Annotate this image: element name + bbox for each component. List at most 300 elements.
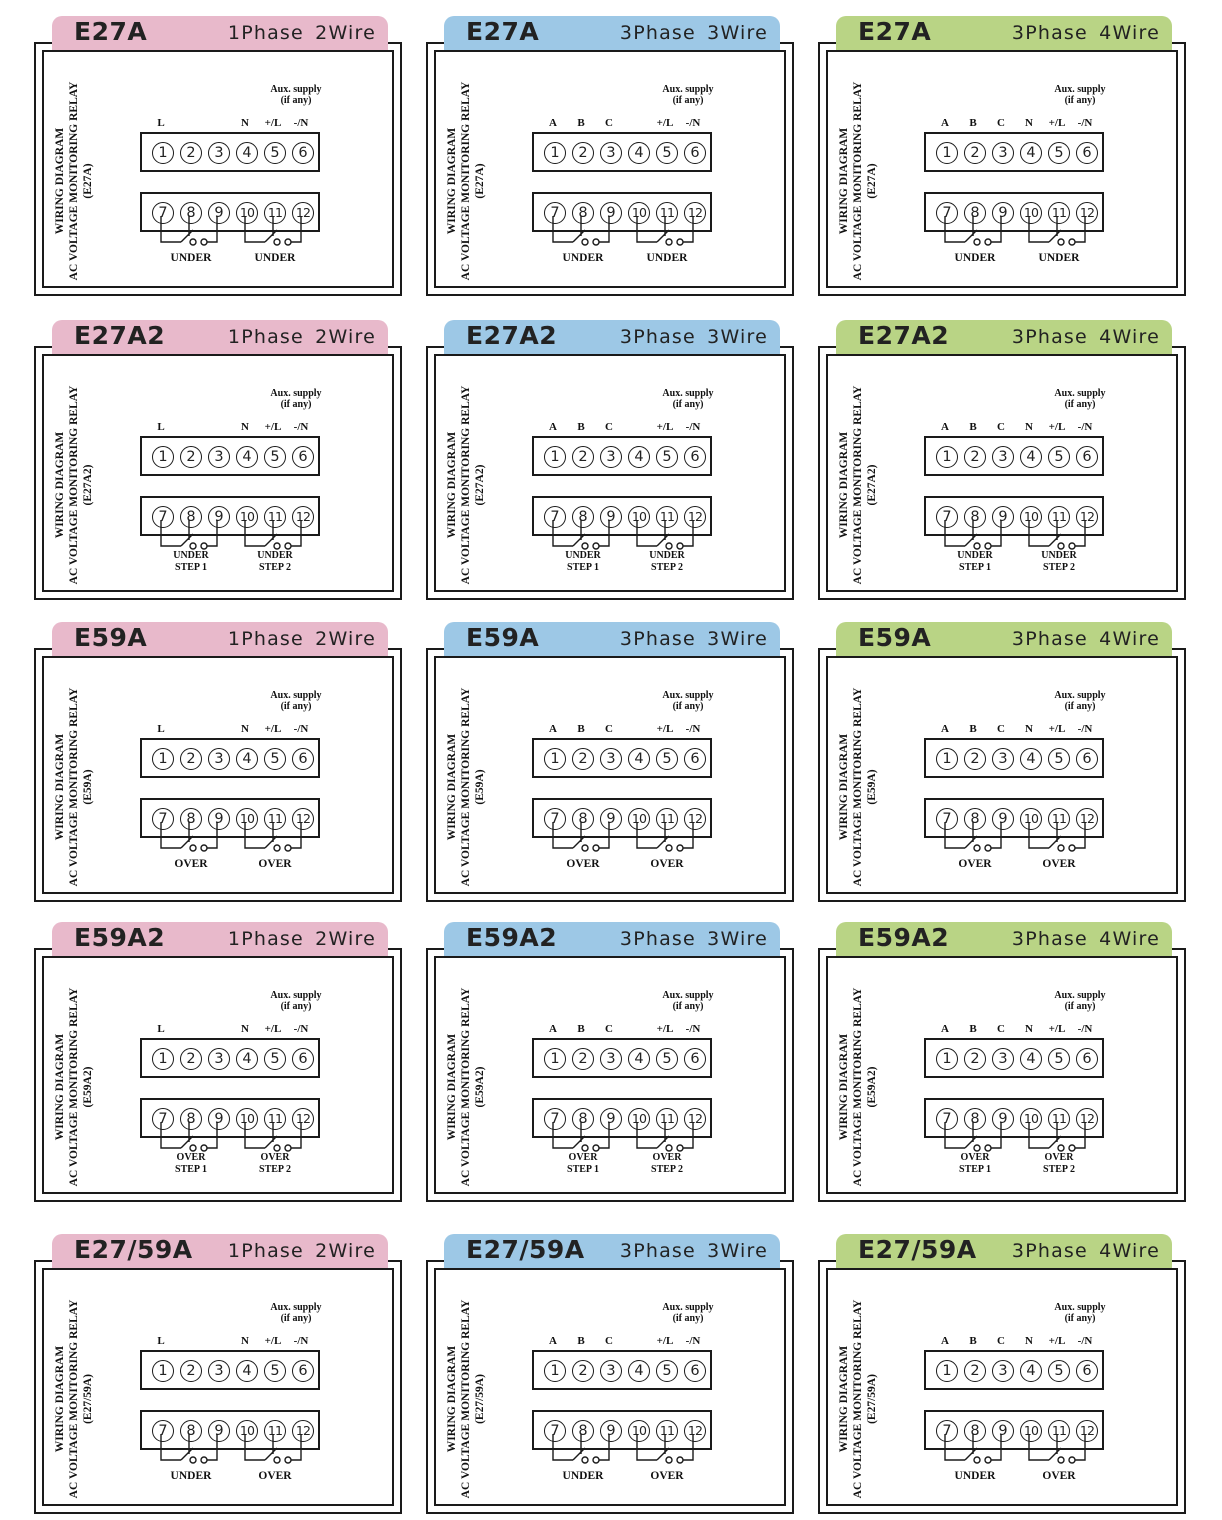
terminal-circle: 11 bbox=[1048, 808, 1070, 830]
relay-label-line: STEP 1 bbox=[567, 562, 599, 573]
terminal-circle: 4 bbox=[628, 1048, 650, 1070]
phase-wire-label: 3Phase 4Wire bbox=[1011, 628, 1160, 650]
relay-contacts-icon bbox=[134, 216, 334, 256]
relay-contacts-icon bbox=[526, 1434, 726, 1474]
terminal-circle: 11 bbox=[656, 506, 678, 528]
relay-contacts-icon bbox=[918, 822, 1118, 862]
model-name: E59A bbox=[858, 623, 932, 652]
terminal-label: N bbox=[1025, 1023, 1033, 1035]
terminal-circle: 9 bbox=[992, 506, 1014, 528]
relay-1-label bbox=[548, 858, 618, 871]
aux-supply-line: Aux. supply bbox=[1054, 388, 1106, 399]
side-caption bbox=[832, 1294, 884, 1504]
relay-label-line: UNDER bbox=[257, 550, 293, 561]
terminal-label: C bbox=[605, 117, 613, 129]
terminal-label: -/N bbox=[1077, 723, 1093, 735]
terminal-circle: 8 bbox=[964, 1420, 986, 1442]
relay-label-line: STEP 1 bbox=[175, 562, 207, 573]
terminal-label: N bbox=[1025, 723, 1033, 735]
caption-line-wiring-diagram: WIRING DIAGRAM bbox=[54, 1033, 66, 1141]
aux-supply-line: Aux. supply bbox=[1054, 990, 1106, 1001]
terminal-circle: 3 bbox=[992, 142, 1014, 164]
terminal-label: C bbox=[997, 1335, 1005, 1347]
terminal-circle: 2 bbox=[180, 748, 202, 770]
relay-label-line: OVER bbox=[176, 1152, 206, 1163]
terminal-circle: 8 bbox=[180, 202, 202, 224]
caption-line-wiring-diagram: WIRING DIAGRAM bbox=[54, 127, 66, 235]
wiring-card bbox=[34, 1234, 406, 1518]
terminal-circle: 10 bbox=[1020, 506, 1042, 528]
relay-label-line: OVER bbox=[260, 1152, 290, 1163]
aux-supply-line: Aux. supply bbox=[270, 690, 322, 701]
terminal-circle: 6 bbox=[684, 142, 706, 164]
terminal-circle: 12 bbox=[684, 202, 706, 224]
terminal-circle: 3 bbox=[600, 142, 622, 164]
relay-2-label bbox=[632, 252, 702, 265]
relay-label-line: OVER bbox=[1042, 1470, 1076, 1482]
relay-label-line: STEP 2 bbox=[259, 1164, 291, 1175]
relay-label-line: STEP 1 bbox=[959, 1164, 991, 1175]
card-header bbox=[52, 1234, 388, 1268]
wiring-card bbox=[426, 320, 798, 604]
relay-label-line: UNDER bbox=[649, 550, 685, 561]
aux-supply-condition: (if any) bbox=[672, 1001, 704, 1012]
relay-1-label bbox=[548, 1152, 618, 1176]
terminal-label: -/N bbox=[685, 723, 701, 735]
terminal-label: A bbox=[549, 723, 557, 735]
terminal-circle: 5 bbox=[1048, 1048, 1070, 1070]
model-name: E27/59A bbox=[466, 1235, 585, 1264]
terminal-circle: 1 bbox=[936, 748, 958, 770]
side-caption-text bbox=[53, 982, 95, 1192]
terminal-circle: 6 bbox=[684, 748, 706, 770]
card-header bbox=[836, 922, 1172, 956]
terminal-label: L bbox=[157, 421, 165, 433]
terminal-label: +/L bbox=[656, 723, 674, 735]
relay-1-label bbox=[940, 858, 1010, 871]
terminal-circle: 4 bbox=[628, 748, 650, 770]
side-caption bbox=[48, 1294, 100, 1504]
phase-wire-label: 3Phase 3Wire bbox=[619, 628, 768, 650]
relay-label-line: UNDER bbox=[173, 550, 209, 561]
side-caption-text bbox=[837, 1294, 879, 1504]
terminal-label: +/L bbox=[264, 1335, 282, 1347]
terminal-circle: 8 bbox=[180, 1108, 202, 1130]
wiring-card bbox=[34, 16, 406, 300]
wiring-card bbox=[426, 1234, 798, 1518]
relay-1-label bbox=[940, 550, 1010, 574]
terminal-label: B bbox=[969, 1335, 977, 1347]
terminal-circle: 5 bbox=[1048, 1360, 1070, 1382]
terminal-circle: 6 bbox=[292, 142, 314, 164]
terminal-label: +/L bbox=[1048, 1023, 1066, 1035]
terminal-circle: 8 bbox=[180, 808, 202, 830]
terminal-circle: 2 bbox=[964, 1048, 986, 1070]
terminal-label: B bbox=[969, 1023, 977, 1035]
model-name: E27/59A bbox=[74, 1235, 193, 1264]
terminal-circle: 10 bbox=[236, 1420, 258, 1442]
relay-1-label bbox=[940, 252, 1010, 265]
terminal-label: A bbox=[941, 723, 949, 735]
terminal-label: +/L bbox=[1048, 723, 1066, 735]
relay-label-line: UNDER bbox=[957, 550, 993, 561]
terminal-label: -/N bbox=[1077, 117, 1093, 129]
model-name: E27A bbox=[466, 17, 540, 46]
relay-label-line: OVER bbox=[652, 1152, 682, 1163]
terminal-circle: 2 bbox=[572, 748, 594, 770]
caption-line-wiring-diagram: WIRING DIAGRAM bbox=[838, 733, 850, 841]
terminal-circle: 5 bbox=[264, 142, 286, 164]
terminal-circle: 4 bbox=[236, 142, 258, 164]
wiring-card bbox=[818, 16, 1190, 300]
terminal-circle: 1 bbox=[152, 446, 174, 468]
terminal-block-top bbox=[140, 738, 320, 778]
terminal-circle: 9 bbox=[992, 808, 1014, 830]
card-header bbox=[836, 320, 1172, 354]
terminal-label: N bbox=[241, 421, 249, 433]
terminal-block-top bbox=[140, 1350, 320, 1390]
terminal-circle: 2 bbox=[964, 1360, 986, 1382]
terminal-label: +/L bbox=[656, 421, 674, 433]
aux-supply-condition: (if any) bbox=[280, 1001, 312, 1012]
card-header bbox=[444, 320, 780, 354]
aux-supply-line: Aux. supply bbox=[662, 388, 714, 399]
caption-line-wiring-diagram: WIRING DIAGRAM bbox=[446, 431, 458, 539]
terminal-circle: 12 bbox=[292, 808, 314, 830]
phase-wire-label: 3Phase 3Wire bbox=[619, 22, 768, 44]
terminal-circle: 11 bbox=[264, 1108, 286, 1130]
terminal-circle: 11 bbox=[1048, 1420, 1070, 1442]
terminal-label: +/L bbox=[656, 1335, 674, 1347]
card-header bbox=[444, 16, 780, 50]
relay-label-line: STEP 2 bbox=[1043, 562, 1075, 573]
caption-line-relay-type: AC VOLTAGE MONITORING RELAY bbox=[460, 1299, 472, 1499]
relay-contacts-icon bbox=[134, 822, 334, 862]
terminal-circle: 2 bbox=[572, 446, 594, 468]
caption-line-relay-type: AC VOLTAGE MONITORING RELAY bbox=[852, 81, 864, 281]
relay-label-line: UNDER bbox=[954, 252, 996, 264]
terminal-circle: 3 bbox=[208, 1048, 230, 1070]
side-caption-text bbox=[837, 682, 879, 892]
relay-2-label bbox=[240, 252, 310, 265]
terminal-circle: 5 bbox=[656, 446, 678, 468]
terminal-circle: 11 bbox=[1048, 506, 1070, 528]
terminal-circle: 6 bbox=[1076, 142, 1098, 164]
terminal-circle: 2 bbox=[180, 1048, 202, 1070]
terminal-circle: 11 bbox=[656, 808, 678, 830]
terminal-circle: 1 bbox=[544, 1360, 566, 1382]
terminal-label: C bbox=[997, 1023, 1005, 1035]
terminal-circle: 6 bbox=[1076, 1048, 1098, 1070]
relay-2-label bbox=[240, 1152, 310, 1176]
terminal-label: A bbox=[941, 117, 949, 129]
terminal-label: C bbox=[605, 1335, 613, 1347]
terminal-circle: 9 bbox=[208, 808, 230, 830]
relay-1-label bbox=[548, 1470, 618, 1483]
terminal-circle: 7 bbox=[152, 1420, 174, 1442]
card-header bbox=[444, 1234, 780, 1268]
relay-label-line: OVER bbox=[568, 1152, 598, 1163]
caption-line-relay-type: AC VOLTAGE MONITORING RELAY bbox=[460, 987, 472, 1187]
aux-supply-condition: (if any) bbox=[672, 701, 704, 712]
side-caption bbox=[48, 76, 100, 286]
side-caption bbox=[440, 1294, 492, 1504]
relay-label-line: STEP 2 bbox=[651, 562, 683, 573]
relay-1-label bbox=[940, 1470, 1010, 1483]
terminal-circle: 1 bbox=[152, 1360, 174, 1382]
terminal-block-top bbox=[924, 1038, 1104, 1078]
terminal-circle: 8 bbox=[964, 808, 986, 830]
relay-2-label bbox=[240, 550, 310, 574]
terminal-circle: 3 bbox=[208, 748, 230, 770]
aux-supply-condition: (if any) bbox=[1064, 701, 1096, 712]
relay-label-line: UNDER bbox=[565, 550, 601, 561]
caption-line-relay-type: AC VOLTAGE MONITORING RELAY bbox=[852, 687, 864, 887]
terminal-circle: 6 bbox=[1076, 446, 1098, 468]
terminal-label: B bbox=[577, 117, 585, 129]
terminal-circle: 10 bbox=[628, 1420, 650, 1442]
caption-line-relay-type: AC VOLTAGE MONITORING RELAY bbox=[68, 385, 80, 585]
model-name: E59A bbox=[74, 623, 148, 652]
terminal-circle: 6 bbox=[1076, 1360, 1098, 1382]
card-header bbox=[52, 320, 388, 354]
terminal-circle: 5 bbox=[264, 748, 286, 770]
caption-line-model-code: (E27/59A) bbox=[474, 1374, 486, 1424]
terminal-label: C bbox=[997, 421, 1005, 433]
terminal-label: +/L bbox=[1048, 1335, 1066, 1347]
aux-supply-note bbox=[1040, 388, 1120, 410]
model-name: E27/59A bbox=[858, 1235, 977, 1264]
relay-label-line: UNDER bbox=[254, 252, 296, 264]
aux-supply-note bbox=[256, 388, 336, 410]
terminal-circle: 9 bbox=[600, 1420, 622, 1442]
terminal-circle: 5 bbox=[656, 1048, 678, 1070]
terminal-circle: 3 bbox=[992, 1048, 1014, 1070]
terminal-circle: 6 bbox=[684, 1360, 706, 1382]
relay-2-label bbox=[240, 1470, 310, 1483]
side-caption-text bbox=[837, 380, 879, 590]
terminal-label: +/L bbox=[656, 1023, 674, 1035]
terminal-circle: 7 bbox=[152, 202, 174, 224]
terminal-circle: 10 bbox=[1020, 1420, 1042, 1442]
caption-line-model-code: (E59A) bbox=[82, 769, 94, 805]
terminal-block-top bbox=[532, 436, 712, 476]
model-name: E59A2 bbox=[466, 923, 558, 952]
terminal-circle: 11 bbox=[264, 506, 286, 528]
phase-wire-label: 3Phase 4Wire bbox=[1011, 1240, 1160, 1262]
relay-2-label bbox=[632, 1470, 702, 1483]
relay-label-line: OVER bbox=[960, 1152, 990, 1163]
terminal-label: +/L bbox=[264, 421, 282, 433]
aux-supply-condition: (if any) bbox=[1064, 1001, 1096, 1012]
terminal-label: +/L bbox=[264, 723, 282, 735]
terminal-label: C bbox=[605, 1023, 613, 1035]
aux-supply-note bbox=[1040, 1302, 1120, 1324]
terminal-label: A bbox=[549, 117, 557, 129]
terminal-circle: 9 bbox=[992, 202, 1014, 224]
terminal-circle: 11 bbox=[656, 202, 678, 224]
terminal-circle: 2 bbox=[572, 142, 594, 164]
terminal-label: C bbox=[997, 723, 1005, 735]
relay-label-line: STEP 2 bbox=[1043, 1164, 1075, 1175]
caption-line-model-code: (E59A2) bbox=[474, 1066, 486, 1108]
side-caption-text bbox=[445, 1294, 487, 1504]
model-name: E27A bbox=[858, 17, 932, 46]
terminal-label: A bbox=[941, 421, 949, 433]
side-caption-text bbox=[445, 982, 487, 1192]
terminal-circle: 2 bbox=[964, 142, 986, 164]
relay-label-line: OVER bbox=[1044, 1152, 1074, 1163]
card-header bbox=[52, 922, 388, 956]
terminal-block-top bbox=[924, 436, 1104, 476]
aux-supply-condition: (if any) bbox=[280, 1313, 312, 1324]
caption-line-relay-type: AC VOLTAGE MONITORING RELAY bbox=[68, 987, 80, 1187]
phase-wire-label: 3Phase 4Wire bbox=[1011, 326, 1160, 348]
terminal-circle: 2 bbox=[572, 1360, 594, 1382]
aux-supply-note bbox=[256, 1302, 336, 1324]
wiring-card bbox=[818, 320, 1190, 604]
caption-line-relay-type: AC VOLTAGE MONITORING RELAY bbox=[68, 1299, 80, 1499]
terminal-circle: 4 bbox=[1020, 748, 1042, 770]
side-caption-text bbox=[445, 76, 487, 286]
terminal-circle: 9 bbox=[992, 1420, 1014, 1442]
side-caption-text bbox=[837, 982, 879, 1192]
aux-supply-line: Aux. supply bbox=[270, 990, 322, 1001]
terminal-circle: 10 bbox=[1020, 808, 1042, 830]
terminal-label: -/N bbox=[293, 1335, 309, 1347]
relay-label-line: OVER bbox=[1042, 858, 1076, 870]
terminal-circle: 11 bbox=[656, 1108, 678, 1130]
terminal-circle: 3 bbox=[992, 446, 1014, 468]
wiring-card bbox=[426, 622, 798, 906]
aux-supply-condition: (if any) bbox=[280, 701, 312, 712]
terminal-block-top bbox=[924, 1350, 1104, 1390]
terminal-circle: 1 bbox=[936, 446, 958, 468]
model-name: E59A bbox=[466, 623, 540, 652]
terminal-label: -/N bbox=[685, 421, 701, 433]
terminal-circle: 7 bbox=[936, 808, 958, 830]
terminal-circle: 8 bbox=[572, 808, 594, 830]
terminal-circle: 3 bbox=[208, 142, 230, 164]
relay-1-label bbox=[156, 252, 226, 265]
terminal-circle: 11 bbox=[1048, 1108, 1070, 1130]
terminal-circle: 6 bbox=[292, 1360, 314, 1382]
terminal-circle: 6 bbox=[292, 1048, 314, 1070]
caption-line-relay-type: AC VOLTAGE MONITORING RELAY bbox=[852, 385, 864, 585]
relay-1-label bbox=[548, 550, 618, 574]
aux-supply-condition: (if any) bbox=[1064, 95, 1096, 106]
terminal-circle: 3 bbox=[600, 1360, 622, 1382]
terminal-label: B bbox=[969, 723, 977, 735]
model-name: E59A2 bbox=[858, 923, 950, 952]
caption-line-wiring-diagram: WIRING DIAGRAM bbox=[838, 1033, 850, 1141]
relay-label-line: UNDER bbox=[1038, 252, 1080, 264]
terminal-circle: 10 bbox=[1020, 1108, 1042, 1130]
terminal-circle: 12 bbox=[684, 808, 706, 830]
caption-line-wiring-diagram: WIRING DIAGRAM bbox=[54, 1345, 66, 1453]
relay-label-line: UNDER bbox=[562, 1470, 604, 1482]
terminal-block-top bbox=[532, 1350, 712, 1390]
phase-wire-label: 1Phase 2Wire bbox=[227, 326, 376, 348]
terminal-circle: 4 bbox=[1020, 446, 1042, 468]
caption-line-model-code: (E27A2) bbox=[474, 464, 486, 506]
terminal-circle: 5 bbox=[656, 748, 678, 770]
terminal-circle: 8 bbox=[180, 506, 202, 528]
relay-label-line: OVER bbox=[958, 858, 992, 870]
card-header bbox=[52, 16, 388, 50]
relay-2-label bbox=[632, 550, 702, 574]
side-caption bbox=[440, 380, 492, 590]
side-caption-text bbox=[53, 1294, 95, 1504]
terminal-circle: 5 bbox=[264, 1360, 286, 1382]
terminal-label: A bbox=[941, 1335, 949, 1347]
side-caption bbox=[48, 982, 100, 1192]
relay-label-line: OVER bbox=[258, 858, 292, 870]
terminal-label: N bbox=[1025, 421, 1033, 433]
model-name: E27A2 bbox=[74, 321, 166, 350]
terminal-circle: 10 bbox=[628, 202, 650, 224]
caption-line-model-code: (E27A2) bbox=[82, 464, 94, 506]
side-caption-text bbox=[53, 380, 95, 590]
terminal-block-top bbox=[140, 1038, 320, 1078]
terminal-circle: 4 bbox=[236, 748, 258, 770]
terminal-circle: 7 bbox=[152, 1108, 174, 1130]
relay-contacts-icon bbox=[918, 1434, 1118, 1474]
terminal-block-top bbox=[924, 132, 1104, 172]
terminal-label: A bbox=[549, 1335, 557, 1347]
terminal-circle: 9 bbox=[600, 506, 622, 528]
terminal-label: -/N bbox=[1077, 421, 1093, 433]
aux-supply-condition: (if any) bbox=[672, 95, 704, 106]
terminal-circle: 8 bbox=[572, 1420, 594, 1442]
caption-line-model-code: (E59A) bbox=[866, 769, 878, 805]
terminal-circle: 12 bbox=[1076, 808, 1098, 830]
phase-wire-label: 3Phase 4Wire bbox=[1011, 22, 1160, 44]
terminal-circle: 10 bbox=[1020, 202, 1042, 224]
terminal-label: C bbox=[605, 421, 613, 433]
terminal-circle: 10 bbox=[236, 202, 258, 224]
terminal-circle: 10 bbox=[236, 506, 258, 528]
terminal-circle: 10 bbox=[236, 808, 258, 830]
side-caption-text bbox=[53, 682, 95, 892]
terminal-circle: 10 bbox=[628, 1108, 650, 1130]
terminal-circle: 4 bbox=[628, 1360, 650, 1382]
terminal-circle: 1 bbox=[152, 142, 174, 164]
relay-2-label bbox=[1024, 1152, 1094, 1176]
terminal-block-top bbox=[532, 132, 712, 172]
relay-2-label bbox=[1024, 252, 1094, 265]
side-caption-text bbox=[53, 76, 95, 286]
terminal-circle: 9 bbox=[208, 202, 230, 224]
terminal-circle: 7 bbox=[152, 808, 174, 830]
aux-supply-condition: (if any) bbox=[280, 399, 312, 410]
terminal-label: C bbox=[605, 723, 613, 735]
aux-supply-note bbox=[648, 388, 728, 410]
wiring-card bbox=[426, 16, 798, 300]
terminal-circle: 7 bbox=[544, 202, 566, 224]
aux-supply-line: Aux. supply bbox=[270, 1302, 322, 1313]
terminal-circle: 1 bbox=[152, 748, 174, 770]
terminal-circle: 1 bbox=[544, 142, 566, 164]
terminal-circle: 5 bbox=[1048, 748, 1070, 770]
caption-line-wiring-diagram: WIRING DIAGRAM bbox=[54, 431, 66, 539]
phase-wire-label: 3Phase 3Wire bbox=[619, 326, 768, 348]
aux-supply-line: Aux. supply bbox=[662, 1302, 714, 1313]
model-name: E27A2 bbox=[858, 321, 950, 350]
aux-supply-note bbox=[648, 1302, 728, 1324]
terminal-label: B bbox=[577, 421, 585, 433]
terminal-label: B bbox=[577, 1335, 585, 1347]
